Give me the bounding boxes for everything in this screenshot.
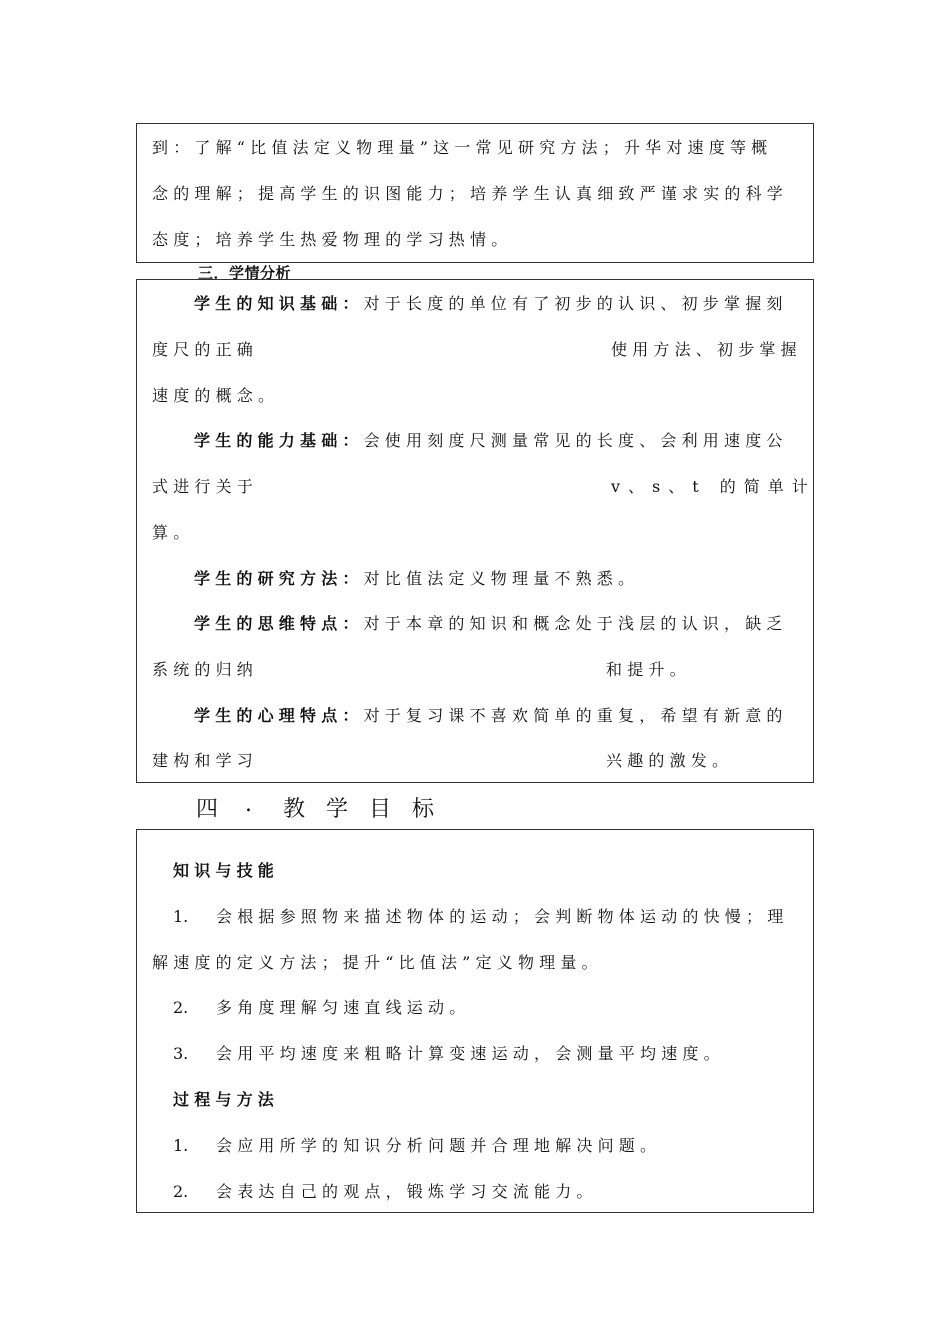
psych-trait-line-1 <box>194 706 788 726</box>
goals-tail-line-1: 到：了解“比值法定义物理量”这一常见研究方法；升华对速度等概 <box>152 138 773 157</box>
pm-item-1-number: 1. <box>173 1136 189 1155</box>
psych-trait-text: 对于复习课不喜欢简单的重复，希望有新意的 <box>363 706 788 725</box>
pm-item-1-text: 会应用所学的知识分析问题并合理地解决问题。 <box>216 1136 662 1155</box>
ks-item-1-text: 会根据参照物来描述物体的运动；会判断物体运动的快慢；理 <box>216 907 789 926</box>
ks-item-2-number: 2. <box>173 998 189 1017</box>
section4-heading-char-1: 四 <box>196 797 219 822</box>
ks-item-1-text-cont: 解速度的定义方法；提升“比值法”定义物理量。 <box>152 953 603 972</box>
thinking-trait-label: 学生的思维特点： <box>194 614 364 633</box>
ability-basis-text: 会使用刻度尺测量常见的长度、会利用速度公 <box>363 431 788 450</box>
research-method-line <box>194 569 639 589</box>
research-method-label: 学生的研究方法： <box>194 569 364 588</box>
ks-item-3-text: 会用平均速度来粗略计算变速运动，会测量平均速度。 <box>216 1044 725 1063</box>
section4-heading-char-5: 目 <box>369 797 392 822</box>
process-method-title: 过程与方法 <box>173 1090 280 1109</box>
ks-item-1-number: 1. <box>173 907 189 926</box>
ks-item-2-text: 多角度理解匀速直线运动。 <box>216 998 471 1017</box>
goals-tail-line-2: 念的理解；提高学生的识图能力；培养学生认真细致严谨求实的科学 <box>152 184 789 203</box>
knowledge-basis-text: 对于长度的单位有了初步的认识、初步掌握刻 <box>363 294 788 313</box>
section4-heading-char-6: 标 <box>412 797 435 822</box>
research-method-text: 对比值法定义物理量不熟悉。 <box>363 569 640 588</box>
psych-trait-label: 学生的心理特点： <box>194 706 364 725</box>
section3-heading: 三．学情分析 <box>198 264 292 282</box>
ability-basis-line-2a: 式进行关于 <box>152 477 259 496</box>
psych-trait-line-2a: 建构和学习 <box>152 751 259 770</box>
section4-heading-char-3: 教 <box>283 797 306 822</box>
knowledge-basis-line-2b: 使用方法、初步掌握 <box>611 340 802 359</box>
pm-item-2-number: 2. <box>173 1182 189 1201</box>
knowledge-basis-line-2a: 度尺的正确 <box>152 340 259 359</box>
pm-item-2-text: 会表达自己的观点，锻炼学习交流能力。 <box>216 1182 598 1201</box>
knowledge-skill-title: 知识与技能 <box>173 861 280 880</box>
thinking-trait-line-1 <box>194 614 788 634</box>
ability-basis-line-1 <box>194 431 788 451</box>
ks-item-3-number: 3. <box>173 1044 189 1063</box>
section4-heading-char-2: . <box>245 792 252 817</box>
ability-basis-label: 学生的能力基础： <box>194 431 364 450</box>
thinking-trait-line-2a: 系统的归纳 <box>152 660 259 679</box>
psych-trait-line-2b: 兴趣的激发。 <box>606 751 734 770</box>
knowledge-basis-line-1 <box>194 294 788 314</box>
ability-basis-line-3: 算。 <box>152 523 195 542</box>
thinking-trait-text: 对于本章的知识和概念处于浅层的认识，缺乏 <box>363 614 788 633</box>
ability-basis-line-2b: v、s、t 的简单计 <box>611 477 816 496</box>
thinking-trait-line-2b: 和提升。 <box>606 660 691 679</box>
section4-heading-char-4: 学 <box>326 797 349 822</box>
knowledge-basis-line-3: 速度的概念。 <box>152 386 280 405</box>
goals-tail-line-3: 态度；培养学生热爱物理的学习热情。 <box>152 230 513 249</box>
knowledge-basis-label: 学生的知识基础： <box>194 294 364 313</box>
